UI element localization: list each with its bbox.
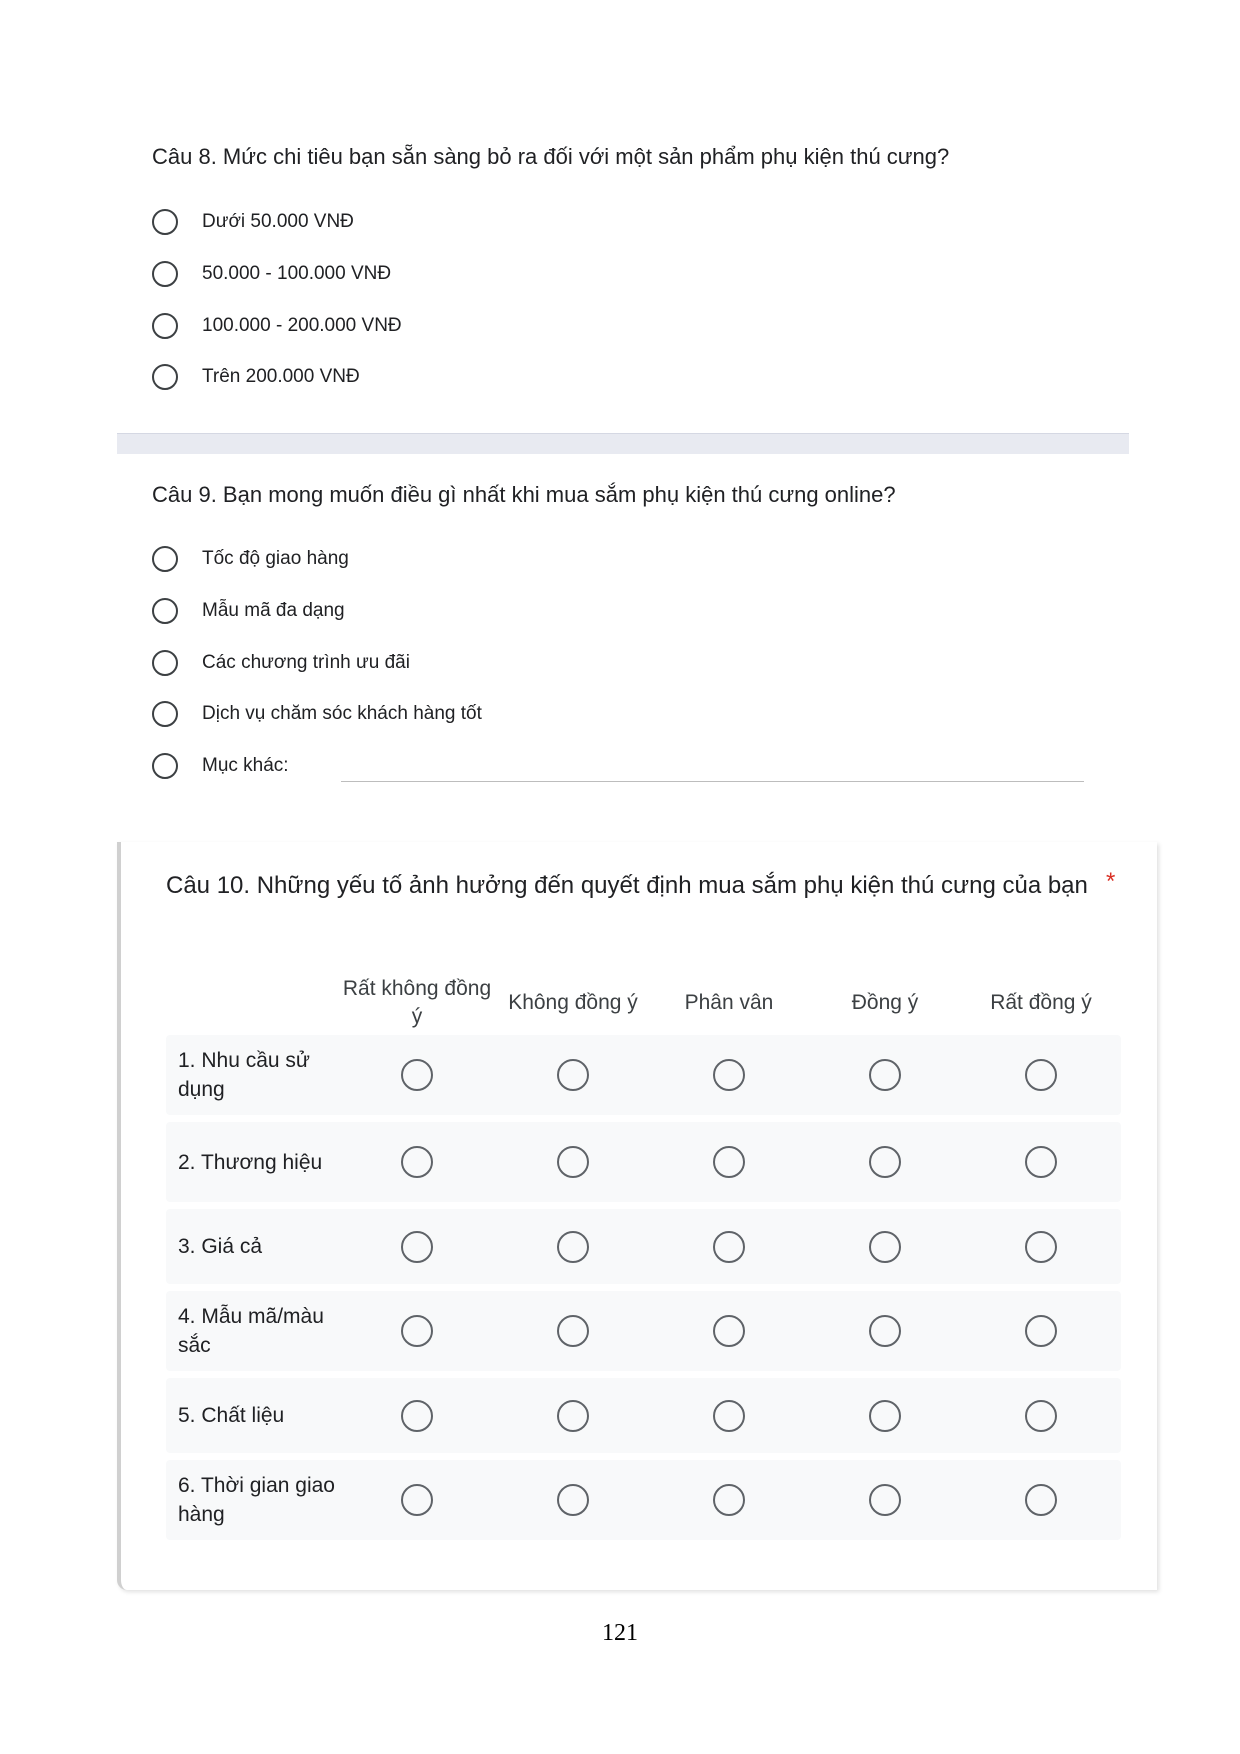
radio-icon[interactable] xyxy=(869,1484,901,1516)
grid-radio-cell[interactable] xyxy=(557,1484,589,1516)
grid-row-label: 3. Giá cả xyxy=(178,1235,263,1258)
grid-radio-cell[interactable] xyxy=(557,1315,589,1347)
q8-option-label: 50.000 - 100.000 VNĐ xyxy=(202,263,392,284)
q8-option[interactable] xyxy=(152,311,402,341)
page-number: 121 xyxy=(602,1620,638,1646)
grid-radio-cell[interactable] xyxy=(869,1146,901,1178)
grid-radio-cell[interactable] xyxy=(557,1231,589,1263)
grid-column-header: Không đồng ý xyxy=(508,991,638,1014)
radio-icon[interactable] xyxy=(557,1400,589,1432)
radio-icon[interactable] xyxy=(557,1146,589,1178)
q10-title: Câu 10. Những yếu tố ảnh hưởng đến quyết định mua sắm phụ kiện thú cưng của bạn xyxy=(166,872,1088,899)
radio-icon[interactable] xyxy=(401,1231,433,1263)
grid-radio-cell[interactable] xyxy=(557,1059,589,1091)
q9-option-label: Dịch vụ chăm sóc khách hàng tốt xyxy=(202,703,482,724)
radio-icon[interactable] xyxy=(152,753,178,779)
grid-row xyxy=(166,1460,1121,1540)
radio-icon[interactable] xyxy=(401,1400,433,1432)
q8-option[interactable] xyxy=(152,362,360,392)
grid-row-label: 6. Thời gian giao hàng xyxy=(178,1474,335,1526)
q8-title: Câu 8. Mức chi tiêu bạn sẵn sàng bỏ ra đối với một sản phẩm phụ kiện thú cưng? xyxy=(152,144,950,169)
radio-icon[interactable] xyxy=(557,1059,589,1091)
grid-radio-cell[interactable] xyxy=(557,1146,589,1178)
q9-option[interactable] xyxy=(152,596,345,626)
radio-icon[interactable] xyxy=(152,650,178,676)
radio-icon[interactable] xyxy=(152,261,178,287)
q9-title: Câu 9. Bạn mong muốn điều gì nhất khi mua sắm phụ kiện thú cưng online? xyxy=(152,482,896,507)
radio-icon[interactable] xyxy=(869,1315,901,1347)
grid-radio-cell[interactable] xyxy=(869,1231,901,1263)
q8-option[interactable] xyxy=(152,259,391,289)
radio-icon[interactable] xyxy=(1025,1315,1057,1347)
radio-icon[interactable] xyxy=(152,546,178,572)
radio-icon[interactable] xyxy=(713,1231,745,1263)
radio-icon[interactable] xyxy=(713,1400,745,1432)
grid-radio-cell[interactable] xyxy=(401,1231,433,1263)
grid-row-label: 2. Thương hiệu xyxy=(178,1150,323,1174)
grid-radio-cell[interactable] xyxy=(713,1400,745,1432)
grid-radio-cell[interactable] xyxy=(713,1315,745,1347)
radio-icon[interactable] xyxy=(869,1231,901,1263)
grid-radio-cell[interactable] xyxy=(1025,1146,1057,1178)
radio-icon[interactable] xyxy=(401,1059,433,1091)
radio-icon[interactable] xyxy=(1025,1484,1057,1516)
radio-icon[interactable] xyxy=(557,1315,589,1347)
radio-icon[interactable] xyxy=(713,1315,745,1347)
radio-icon[interactable] xyxy=(401,1484,433,1516)
radio-icon[interactable] xyxy=(152,364,178,390)
q8-option-label: Dưới 50.000 VNĐ xyxy=(202,211,354,232)
radio-icon[interactable] xyxy=(557,1231,589,1263)
section-divider xyxy=(117,433,1129,454)
radio-icon[interactable] xyxy=(869,1059,901,1091)
radio-icon[interactable] xyxy=(401,1315,433,1347)
grid-radio-cell[interactable] xyxy=(401,1484,433,1516)
grid-row xyxy=(166,1291,1121,1371)
q9-option-label: Mục khác: xyxy=(202,755,289,776)
radio-icon[interactable] xyxy=(152,598,178,624)
grid-radio-cell[interactable] xyxy=(713,1146,745,1178)
radio-icon[interactable] xyxy=(869,1146,901,1178)
q9-option[interactable] xyxy=(152,648,410,678)
radio-icon[interactable] xyxy=(152,209,178,235)
grid-radio-cell[interactable] xyxy=(869,1400,901,1432)
grid-row xyxy=(166,1035,1121,1115)
q8-option-label: 100.000 - 200.000 VNĐ xyxy=(202,315,402,336)
grid-radio-cell[interactable] xyxy=(557,1400,589,1432)
grid-column-header: Phân vân xyxy=(684,991,774,1014)
grid-radio-cell[interactable] xyxy=(401,1400,433,1432)
radio-icon[interactable] xyxy=(713,1484,745,1516)
grid-row-label: 4. Mẫu mã/màu sắc xyxy=(178,1305,324,1357)
grid-radio-cell[interactable] xyxy=(1025,1484,1057,1516)
radio-icon[interactable] xyxy=(869,1400,901,1432)
radio-icon[interactable] xyxy=(401,1146,433,1178)
grid-radio-cell[interactable] xyxy=(401,1059,433,1091)
grid-row xyxy=(166,1378,1121,1453)
grid-radio-cell[interactable] xyxy=(869,1315,901,1347)
radio-icon[interactable] xyxy=(713,1146,745,1178)
grid-radio-cell[interactable] xyxy=(713,1059,745,1091)
radio-icon[interactable] xyxy=(152,313,178,339)
radio-icon[interactable] xyxy=(1025,1059,1057,1091)
grid-radio-cell[interactable] xyxy=(1025,1059,1057,1091)
grid-column-header: Rất đồng ý xyxy=(990,991,1092,1014)
grid-row-label: 5. Chất liệu xyxy=(178,1404,285,1427)
q10-card xyxy=(117,842,1157,1590)
grid-radio-cell[interactable] xyxy=(401,1315,433,1347)
grid-radio-cell[interactable] xyxy=(713,1484,745,1516)
grid-radio-cell[interactable] xyxy=(869,1059,901,1091)
grid-column-header: Rất không đồng ý xyxy=(342,977,492,1028)
other-text-input[interactable] xyxy=(341,781,1084,782)
radio-icon[interactable] xyxy=(557,1484,589,1516)
radio-icon[interactable] xyxy=(152,701,178,727)
q9-option-label: Các chương trình ưu đãi xyxy=(202,652,410,673)
radio-icon[interactable] xyxy=(1025,1231,1057,1263)
grid-radio-cell[interactable] xyxy=(1025,1400,1057,1432)
radio-icon[interactable] xyxy=(1025,1146,1057,1178)
q9-option-other[interactable] xyxy=(152,751,289,781)
radio-icon[interactable] xyxy=(713,1059,745,1091)
grid-radio-cell[interactable] xyxy=(1025,1231,1057,1263)
grid-radio-cell[interactable] xyxy=(869,1484,901,1516)
grid-column-header: Đồng ý xyxy=(851,991,919,1014)
q9-option-label: Tốc độ giao hàng xyxy=(202,548,349,569)
grid-radio-cell[interactable] xyxy=(713,1231,745,1263)
q9-option[interactable] xyxy=(152,699,482,729)
grid-radio-cell[interactable] xyxy=(1025,1315,1057,1347)
q8-option-label: Trên 200.000 VNĐ xyxy=(202,366,360,387)
q9-option[interactable] xyxy=(152,544,349,574)
grid-row xyxy=(166,1209,1121,1284)
grid-row xyxy=(166,1122,1121,1202)
grid-row-label: 1. Nhu cầu sử dụng xyxy=(178,1049,310,1101)
q8-option[interactable] xyxy=(152,207,354,237)
q9-option-label: Mẫu mã đa dạng xyxy=(202,600,345,621)
required-asterisk: * xyxy=(1106,868,1116,895)
grid-radio-cell[interactable] xyxy=(401,1146,433,1178)
radio-icon[interactable] xyxy=(1025,1400,1057,1432)
